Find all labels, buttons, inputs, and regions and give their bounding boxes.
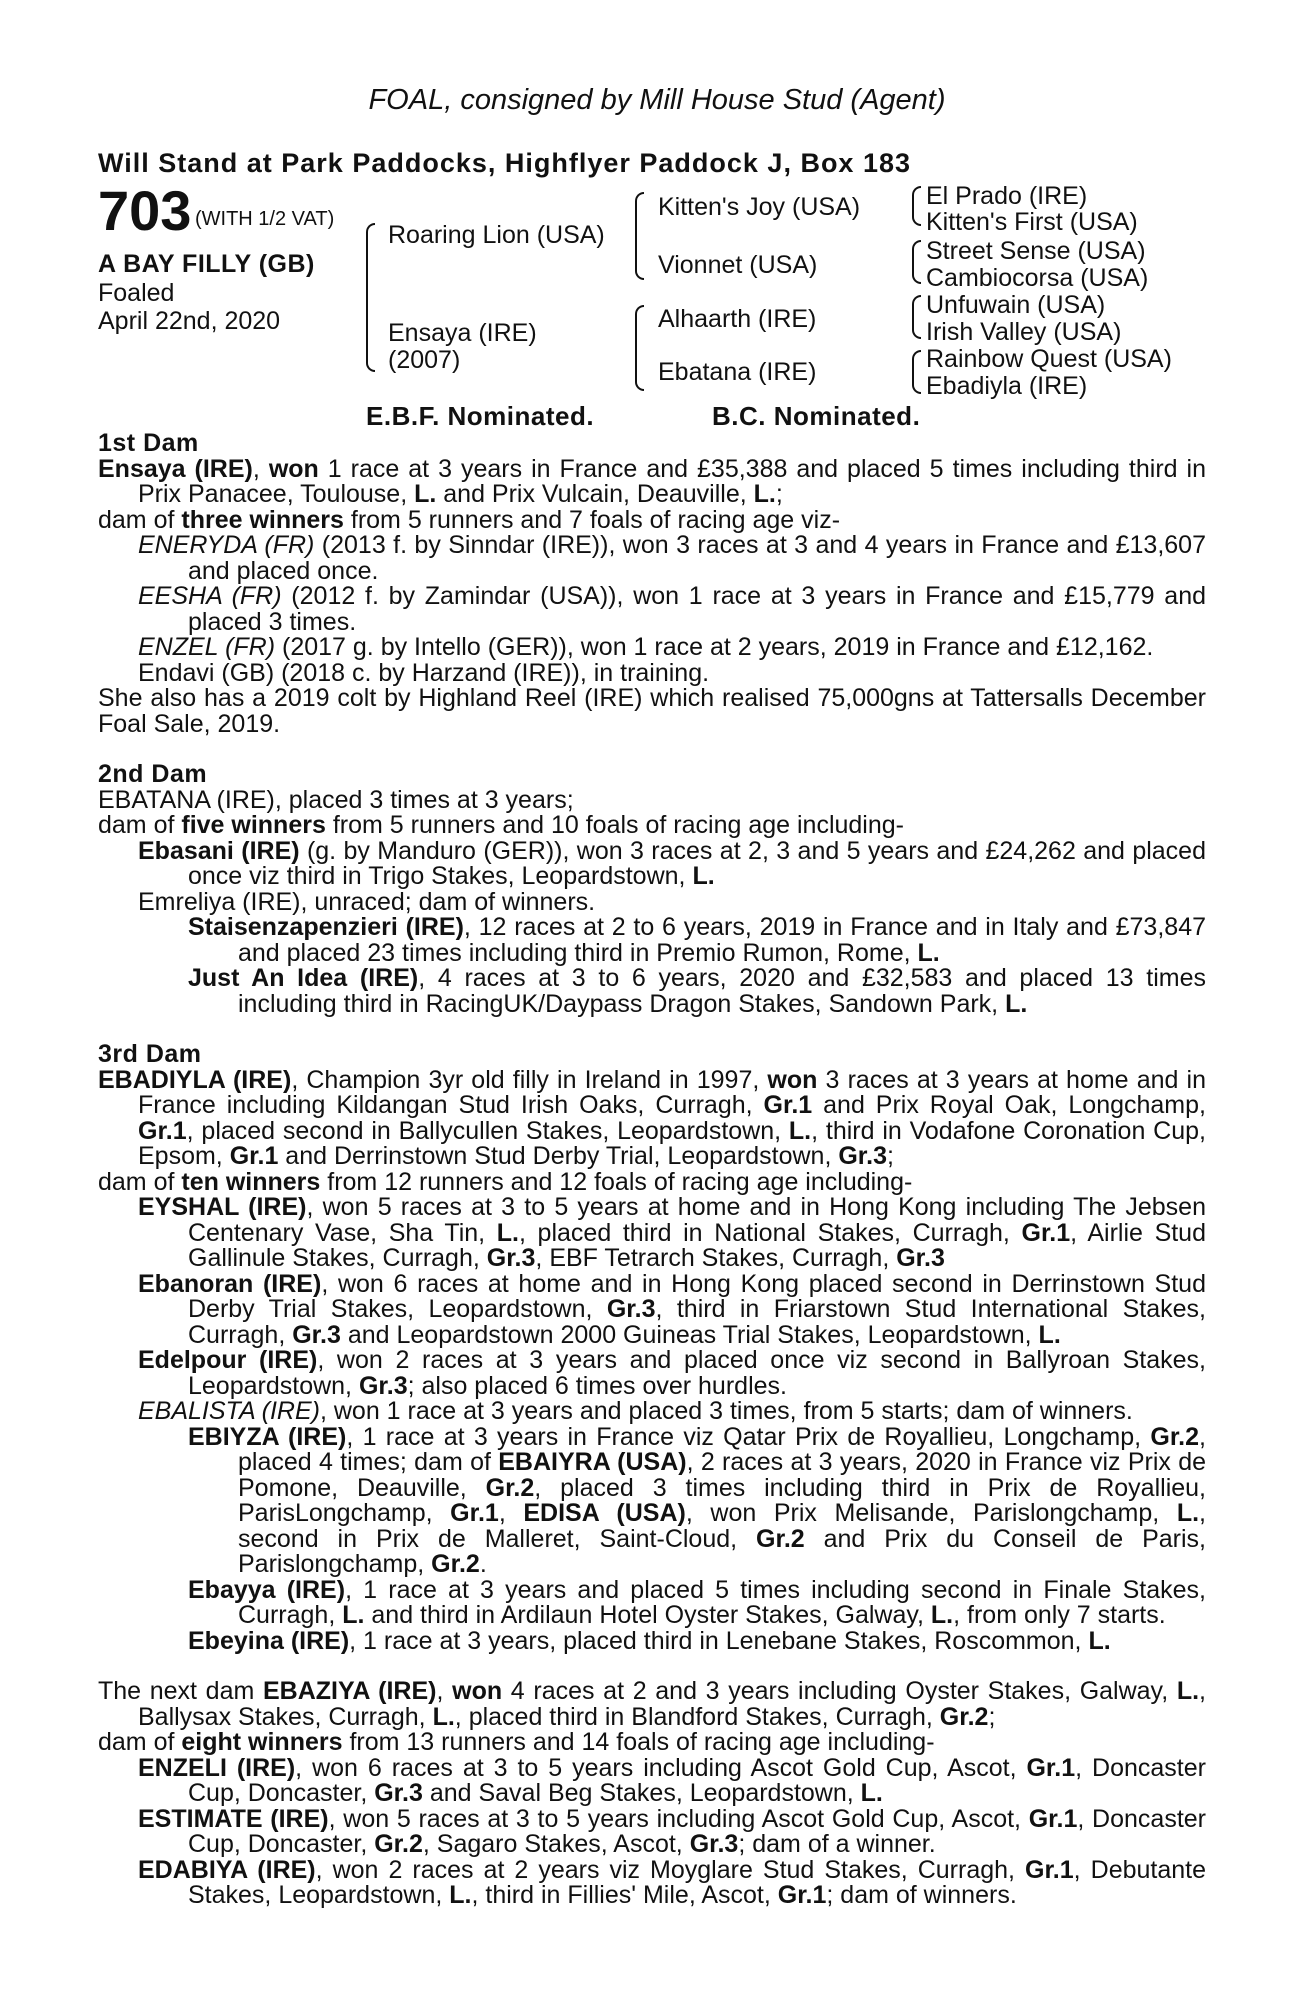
produce-endavi: Endavi (GB) (2018 c. by Harzand (IRE)), in training. (138, 658, 710, 687)
produce-enzeli: ENZELI (IRE), won 6 races at 3 to 5 years including Ascot Gold Cup, Ascot, Gr.1, Doncaster Cup, Doncaster, Gr.3 and Saval Beg Stakes, Leopardstown, L. (138, 1753, 1206, 1807)
pedigree-g8: Ebadiyla (IRE) (926, 372, 1088, 400)
third-dam-heading: 3rd Dam (98, 1040, 202, 1068)
produce-emreliya: Emreliya (IRE), unraced; dam of winners. (138, 887, 596, 916)
pedigree-dam-dam: Ebatana (IRE) (658, 358, 817, 386)
produce-edabiya: EDABIYA (IRE), won 2 races at 2 years viz Moyglare Stud Stakes, Curragh, Gr.1, Debutante Stakes, Leopardstown, L., third in Fillies' Mile, Ascot, Gr.1; dam of winners. (138, 1855, 1207, 1909)
produce-estimate: ESTIMATE (IRE), won 5 races at 3 to 5 years including Ascot Gold Cup, Ascot, Gr.1, Doncaster Cup, Doncaster, Gr.2, Sagaro Stakes, Ascot, Gr.3; dam of a winner. (138, 1804, 1206, 1858)
pedigree-bracket-sire (635, 192, 644, 280)
pedigree-bracket-dam (635, 305, 644, 391)
produce-eesha: EESHA (FR) (2012 f. by Zamindar (USA)), won 1 race at 3 years in France and £15,779 and placed 3 times. (138, 582, 1206, 636)
pedigree-dam-year: (2007) (388, 346, 461, 374)
first-dam-produce-intro: dam of three winners from 5 runners and 7 foals of racing age viz- (98, 505, 841, 534)
pedigree-g5: Unfuwain (USA) (926, 291, 1106, 319)
pedigree-dam-sire: Alhaarth (IRE) (658, 305, 817, 333)
first-dam-note: She also has a 2019 colt by Highland Reel (IRE) which realised 75,000gns at Tattersalls December Foal Sale, 2019. (98, 684, 1206, 738)
foaled-info (98, 279, 280, 335)
produce-ebiyza: EBIYZA (IRE), 1 race at 3 years in France viz Qatar Prix de Royallieu, Longchamp, Gr.2, placed 4 times; dam of EBAIYRA (USA), 2 races at 3 years, 2020 in France viz Prix de Pomone, Deauville, Gr.2, placed 3 times including third in Prix de Royallieu, ParisLongchamp, Gr.1, EDISA (USA), won Prix Melisande, Parislongchamp, L., second in Prix de Malleret, Saint-Cloud, Gr.2 and Prix du Conseil de Paris, Parislongchamp, Gr.2. (188, 1422, 1207, 1578)
pedigree-g7: Rainbow Quest (USA) (926, 345, 1172, 373)
pedigree-g2: Kitten's First (USA) (926, 208, 1138, 236)
pedigree-bracket-main (366, 223, 375, 372)
produce-enzel: ENZEL (FR) (2017 g. by Intello (GER)), won 1 race at 2 years, 2019 in France and £12,162. (138, 633, 1154, 661)
pedigree-bracket-g2 (912, 240, 921, 284)
produce-ebalista: EBALISTA (IRE), won 1 race at 3 years and placed 3 times, from 5 starts; dam of winners. (138, 1397, 1133, 1425)
next-dam-produce-intro: dam of eight winners from 13 runners and 14 foals of racing age including- (98, 1728, 935, 1756)
produce-eyshal: EYSHAL (IRE), won 5 races at 3 to 5 years at home and in Hong Kong including The Jebsen Centenary Vase, Sha Tin, L., placed third in National Stakes, Curragh, Gr.1, Airlie Stud Gallinule Stakes, Curragh, Gr.3, EBF Tetrarch Stakes, Curragh, Gr.3 (138, 1193, 1206, 1272)
pedigree-dam: Ensaya (IRE) (388, 319, 537, 347)
third-dam-produce-intro: dam of ten winners from 12 runners and 12 foals of racing age including- (98, 1167, 913, 1196)
vat-note: (WITH 1/2 VAT) (195, 208, 335, 230)
second-dam-produce-intro: dam of five winners from 5 runners and 10 foals of racing age including- (98, 811, 904, 839)
pedigree-sire: Roaring Lion (USA) (388, 221, 605, 249)
pedigree-g1: El Prado (IRE) (926, 182, 1088, 210)
horse-name: A BAY FILLY (GB) (98, 250, 315, 278)
produce-ebasani: Ebasani (IRE) (g. by Manduro (GER)), won 3 races at 2, 3 and 5 years and £24,262 and placed once viz third in Trigo Stakes, Leopardstown, L. (138, 836, 1206, 890)
produce-just-an-idea: Just An Idea (IRE), 4 races at 3 to 6 years, 2020 and £32,583 and placed 13 times including third in RacingUK/Daypass Dragon Stakes, Sandown Park, L. (188, 964, 1206, 1018)
produce-staisenzapenzieri: Staisenzapenzieri (IRE), 12 races at 2 to 6 years, 2019 in France and in Italy and £73,847 and placed 23 times including third in Premio Rumon, Rome, L. (188, 913, 1206, 967)
foaled-label: Foaled (98, 279, 175, 307)
second-dam-heading: 2nd Dam (98, 760, 208, 788)
next-dam-record: The next dam EBAZIYA (IRE), won 4 races at 2 and 3 years including Oyster Stakes, Galway, L., Ballysax Stakes, Curragh, L., placed third in Blandford Stakes, Curragh, Gr.2; (98, 1677, 1206, 1731)
pedigree-g4: Cambiocorsa (USA) (926, 264, 1149, 292)
produce-ebayya: Ebayya (IRE), 1 race at 3 years and placed 5 times including second in Finale Stakes, Curragh, L. and third in Ardilaun Hotel Oyster Stakes, Galway, L., from only 7 starts. (188, 1575, 1206, 1629)
pedigree-sire-dam: Vionnet (USA) (658, 251, 818, 279)
pedigree-bracket-g4 (912, 350, 921, 394)
pedigree-bracket-g3 (912, 295, 921, 339)
bc-nomination: B.C. Nominated. (712, 401, 921, 431)
pedigree-bracket-g1 (912, 186, 921, 226)
ebf-nomination: E.B.F. Nominated. (366, 401, 595, 431)
produce-edelpour: Edelpour (IRE), won 2 races at 3 years and placed once viz second in Ballyroan Stakes, Leopardstown, Gr.3; also placed 6 times over hurdles. (138, 1346, 1207, 1400)
pedigree-g3: Street Sense (USA) (926, 237, 1146, 265)
consignor-line: FOAL, consigned by Mill House Stud (Agent) (368, 84, 946, 116)
pedigree-sire-sire: Kitten's Joy (USA) (658, 193, 861, 221)
first-dam-heading: 1st Dam (98, 429, 199, 457)
location-line: Will Stand at Park Paddocks, Highflyer Paddock J, Box 183 (98, 148, 911, 178)
foaled-date: April 22nd, 2020 (98, 307, 281, 335)
produce-ebeyina: Ebeyina (IRE), 1 race at 3 years, placed third in Lenebane Stakes, Roscommon, L. (188, 1626, 1111, 1655)
produce-ebanoran: Ebanoran (IRE), won 6 races at home and in Hong Kong placed second in Derrinstown Stud Derby Trial Stakes, Leopardstown, Gr.3, third in Friarstown Stud International Stakes, Curragh, Gr.3 and Leopardstown 2000 Guineas Trial Stakes, Leopardstown, L. (138, 1269, 1206, 1349)
produce-eneryda: ENERYDA (FR) (2013 f. by Sinndar (IRE)), won 3 races at 3 and 4 years in France and £13,607 and placed once. (138, 531, 1206, 585)
third-dam-record: EBADIYLA (IRE), Champion 3yr old filly in Ireland in 1997, won 3 races at 3 years at home and in France including Kildangan Stud Irish Oaks, Curragh, Gr.1 and Prix Royal Oak, Longchamp, Gr.1, placed second in Ballycullen Stakes, Leopardstown, L., third in Vodafone Coronation Cup, Epsom, Gr.1 and Derrinstown Stud Derby Trial, Leopardstown, Gr.3; (98, 1065, 1206, 1170)
lot-number: 703 (98, 179, 192, 242)
catalogue-body (98, 431, 1206, 1909)
first-dam-record: Ensaya (IRE), won 1 race at 3 years in France and £35,388 and placed 5 times including third in Prix Panacee, Toulouse, L. and Prix Vulcain, Deauville, L.; (98, 454, 1206, 508)
pedigree-g6: Irish Valley (USA) (926, 318, 1122, 346)
second-dam-record: EBATANA (IRE), placed 3 times at 3 years; (98, 785, 574, 814)
